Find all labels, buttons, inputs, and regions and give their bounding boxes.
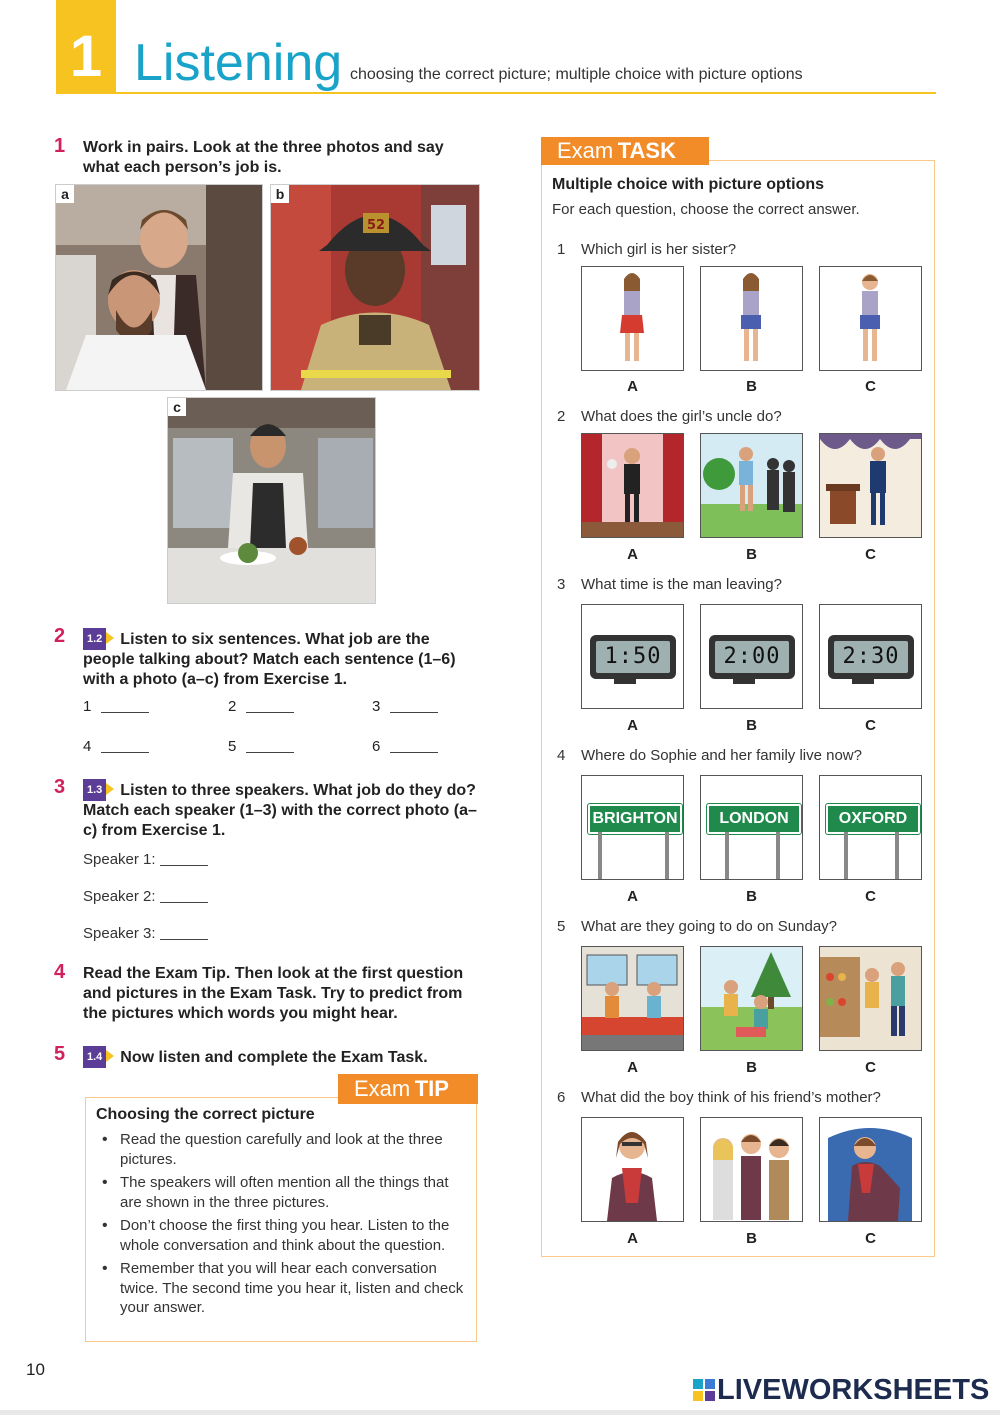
politician-podium-icon <box>820 434 921 537</box>
girl-short-hair-icon <box>820 267 921 370</box>
question-2-text: What does the girl’s uncle do? <box>581 408 782 425</box>
q2-letter-a: A <box>627 546 638 563</box>
q2-option-b[interactable] <box>700 433 803 538</box>
tip-point: • The speakers will often mention all the things that are shown in the three pictures. <box>100 1173 465 1212</box>
road-sign-icon: LONDON <box>707 804 801 834</box>
road-sign-icon: BRIGHTON <box>588 804 682 834</box>
bottom-border <box>0 1410 1000 1415</box>
actor-on-stage-icon <box>582 434 683 537</box>
answer-blank-3[interactable]: 3 <box>372 698 438 716</box>
market-shopping-icon <box>820 947 921 1050</box>
q1-letter-a: A <box>627 378 638 395</box>
tip-point: • Remember that you will hear each conversation twice. The second time you hear it, listen and check your answer. <box>100 1259 465 1318</box>
q5-letter-a: A <box>627 1059 638 1076</box>
question-6-text: What did the boy think of his friend’s mother? <box>581 1089 881 1106</box>
q5-option-a[interactable] <box>581 946 684 1051</box>
speaker-3-answer[interactable]: Speaker 3: <box>83 925 208 942</box>
q1-option-b[interactable] <box>700 266 803 371</box>
play-icon[interactable] <box>106 783 114 795</box>
page-number: 10 <box>26 1360 45 1379</box>
exercise-5-number: 5 <box>54 1043 66 1065</box>
question-4-number: 4 <box>557 747 566 764</box>
firefighter-photo-icon <box>271 185 479 390</box>
unit-title: Listening <box>134 34 343 92</box>
photo-letter-a: a <box>56 185 74 203</box>
audio-track-badge[interactable]: 1.3 <box>83 779 106 801</box>
q5-letter-c: C <box>865 1059 876 1076</box>
tip-point: • Don’t choose the first thing you hear. Listen to the whole conversation and think about the question. <box>100 1216 465 1255</box>
play-icon[interactable] <box>106 1050 114 1062</box>
q3-option-b[interactable] <box>700 604 803 709</box>
question-5-number: 5 <box>557 918 566 935</box>
picnic-park-icon <box>701 947 802 1050</box>
header-rule <box>56 92 936 94</box>
exercise-4-text: Read the Exam Tip. Then look at the first question and pictures in the Exam Task. Try to predict from the pictures which words you might hear. <box>83 965 464 1022</box>
exercise-2-text: 1.2 Listen to six sentences. What job are the people talking about? Match each sentence (1–6) with a photo (a–c) from Exercise 1. <box>83 628 483 690</box>
q3-option-c[interactable] <box>819 604 922 709</box>
people-on-train-icon <box>582 947 683 1050</box>
group-of-women-icon <box>701 1118 802 1221</box>
chef-photo-icon <box>168 398 375 603</box>
speaker-2-answer[interactable]: Speaker 2: <box>83 888 208 905</box>
q5-option-b[interactable] <box>700 946 803 1051</box>
fitness-trainer-icon <box>701 434 802 537</box>
exam-task-title: Multiple choice with picture options <box>552 176 825 193</box>
q5-letter-b: B <box>746 1059 757 1076</box>
exercise-1-number: 1 <box>54 135 66 157</box>
question-5-text: What are they going to do on Sunday? <box>581 918 838 935</box>
q6-option-c[interactable] <box>819 1117 922 1222</box>
digital-clock-icon: 1:50 <box>590 635 676 679</box>
liveworksheets-brand[interactable]: LIVEWORKSHEETS <box>693 1374 989 1407</box>
digital-clock-icon: 2:30 <box>828 635 914 679</box>
photo-a-barber <box>55 184 263 391</box>
exam-task-label: Exam TASK <box>541 137 709 165</box>
q4-letter-b: B <box>746 888 757 905</box>
play-icon[interactable] <box>106 632 114 644</box>
q3-letter-c: C <box>865 717 876 734</box>
barber-photo-icon <box>56 185 262 390</box>
speaker-1-answer[interactable]: Speaker 1: <box>83 851 208 868</box>
answer-blank-4[interactable]: 4 <box>83 738 149 756</box>
q3-letter-b: B <box>746 717 757 734</box>
q3-option-a[interactable] <box>581 604 684 709</box>
answer-blank-5[interactable]: 5 <box>228 738 294 756</box>
audio-track-badge[interactable]: 1.2 <box>83 628 106 650</box>
exam-tip-list <box>100 1130 465 1322</box>
unit-subtitle: choosing the correct picture; multiple choice with picture options <box>350 66 803 83</box>
q4-option-b[interactable] <box>700 775 803 880</box>
q1-letter-c: C <box>865 378 876 395</box>
woman-in-armchair-icon <box>820 1118 921 1221</box>
liveworksheets-logo-icon <box>693 1376 715 1398</box>
q1-letter-b: B <box>746 378 757 395</box>
photo-c-chef <box>167 397 376 604</box>
q6-letter-a: A <box>627 1230 638 1247</box>
answer-blank-6[interactable]: 6 <box>372 738 438 756</box>
exercise-2-number: 2 <box>54 625 66 647</box>
q6-option-b[interactable] <box>700 1117 803 1222</box>
q4-option-a[interactable] <box>581 775 684 880</box>
exercise-5-text: 1.4 Now listen and complete the Exam Task. <box>83 1046 483 1068</box>
photo-letter-b: b <box>271 185 289 203</box>
q1-option-c[interactable] <box>819 266 922 371</box>
question-3-text: What time is the man leaving? <box>581 576 782 593</box>
q2-letter-b: B <box>746 546 757 563</box>
q6-letter-c: C <box>865 1230 876 1247</box>
q2-option-a[interactable] <box>581 433 684 538</box>
exam-task-instructions: For each question, choose the correct answer. <box>552 201 860 218</box>
q6-option-a[interactable] <box>581 1117 684 1222</box>
girl-red-skirt-icon <box>582 267 683 370</box>
question-3-number: 3 <box>557 576 566 593</box>
question-1-number: 1 <box>557 241 566 258</box>
q6-letter-b: B <box>746 1230 757 1247</box>
unit-number: 1 <box>69 24 103 89</box>
photo-b-firefighter <box>270 184 480 391</box>
svg-text:52: 52 <box>366 218 386 233</box>
woman-scarf-icon <box>582 1118 683 1221</box>
answer-blank-1[interactable]: 1 <box>83 698 149 716</box>
answer-blank-2[interactable]: 2 <box>228 698 294 716</box>
road-sign-icon: OXFORD <box>826 804 920 834</box>
exam-tip-title: Choosing the correct picture <box>96 1106 315 1123</box>
q4-letter-c: C <box>865 888 876 905</box>
digital-clock-icon: 2:00 <box>709 635 795 679</box>
audio-track-badge[interactable]: 1.4 <box>83 1046 106 1068</box>
exercise-4-number: 4 <box>54 961 66 983</box>
q5-option-c[interactable] <box>819 946 922 1051</box>
question-6-number: 6 <box>557 1089 566 1106</box>
q2-option-c[interactable] <box>819 433 922 538</box>
q4-option-c[interactable] <box>819 775 922 880</box>
q1-option-a[interactable] <box>581 266 684 371</box>
tip-point: • Read the question carefully and look at the three pictures. <box>100 1130 465 1169</box>
girl-blue-shorts-icon <box>701 267 802 370</box>
question-1-text: Which girl is her sister? <box>581 241 737 258</box>
photo-letter-c: c <box>168 398 186 416</box>
exercise-3-number: 3 <box>54 776 66 798</box>
question-4-text: Where do Sophie and her family live now? <box>581 747 862 764</box>
q2-letter-c: C <box>865 546 876 563</box>
exercise-3-text: 1.3 Listen to three speakers. What job do they do? Match each speaker (1–3) with the correct photo (a–c) from Exercise 1. <box>83 779 483 841</box>
exercise-1-text: Work in pairs. Look at the three photos and say what each person’s job is. <box>83 139 444 176</box>
exam-tip-label: Exam TIP <box>338 1074 478 1104</box>
question-2-number: 2 <box>557 408 566 425</box>
q4-letter-a: A <box>627 888 638 905</box>
q3-letter-a: A <box>627 717 638 734</box>
